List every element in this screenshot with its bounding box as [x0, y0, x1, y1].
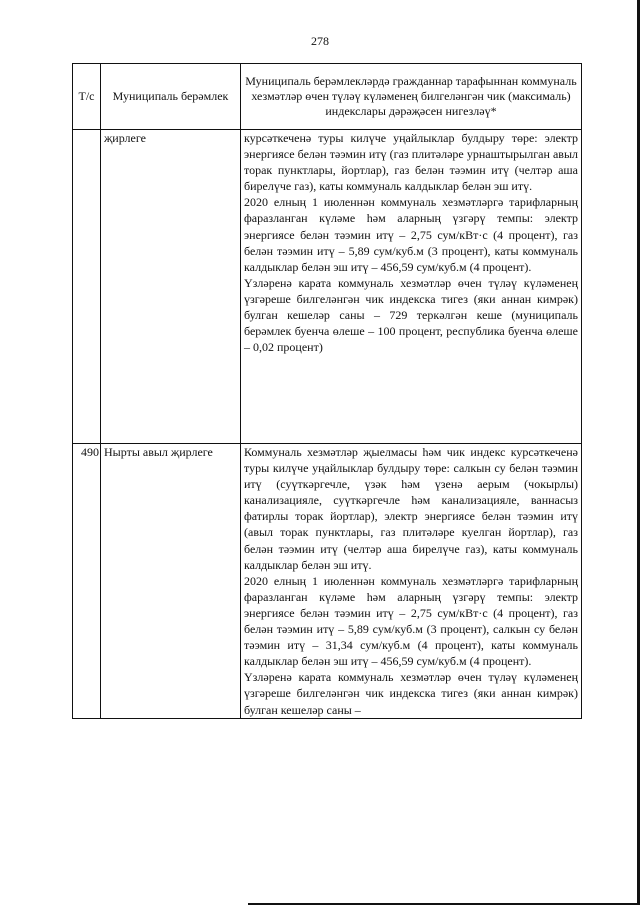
description-paragraph: 2020 елның 1 июленнән коммуналь хезмәтләргә тарифларның фаразланган күләме һәм аларның үзгәрү темпы: электр энергиясе белән тәэмин итү – 2,75 сум/кВт·с (4 процент), газ белән тәэмин итү – 5,89 сум/куб.м (3 процент), салкын су белән тәэмин итү – 31,34 сум/куб.м (4 процент), каты коммуналь калдыклар белән эш итү – 456,59 сум/куб.м (4 процент). [244, 573, 578, 669]
municipality-name: җирлеге [101, 130, 241, 444]
table-row [73, 130, 582, 444]
tariff-table [72, 63, 582, 719]
table-header-row [73, 64, 582, 130]
description-paragraph: Үзләренә карата коммуналь хезмәтләр өчен түләү күләменең үзгәреше билгеләнгән чик индекска тигез (яки аннан кимрәк) булган кешеләр саны – 729 теркәлгән кеше (муниципаль берәмлек буенча өлеше – 100 процент, республика буенча өлеше – 0,02 процент) [244, 275, 578, 355]
description-paragraph: курсәткеченә туры килүче уңайлыклар булдыру төре: электр энергиясе белән тәэмин итү (газ плитәләре урнаштырылган авыл торак пунктлары, йортлар), газ белән тәэмин итү (челтәр аша бирелүче газ), каты коммуналь калдыклар белән эш итү. [244, 131, 578, 194]
row-number [73, 130, 101, 444]
description-paragraph: Коммуналь хезмәтләр җыелмасы һәм чик индекс курсәткеченә туры килүче уңайлыклар булдыру төре: салкын су белән тәэмин итү (суүткәргечле, үзәк һәм үзенә аерым (чокырлы) канализацияле, суүткәргечле һәм канализацияле, ваннасыз фатирлы торак йортлар), электр энергиясе белән тәэмин итү (авыл торак пунктлары, газ плитәләре куелган йортлар), газ белән тәэмин итү (челтәр аша бирелүче газ), каты коммуналь калдыклар белән эш итү. [244, 445, 578, 572]
header-number: Т/с [73, 64, 101, 130]
row-description [241, 444, 582, 719]
header-municipality: Муниципаль берәмлек [101, 64, 241, 130]
municipality-name: Нырты авыл җирлеге [101, 444, 241, 719]
page-number: 278 [311, 34, 329, 48]
row-number: 490 [73, 444, 101, 719]
header-indices: Муниципаль берәмлекләрдә гражданнар тарафыннан коммуналь хезмәтләр өчен түләү күләменең билгеләнгән чик (максималь) индекслары дәрәҗәсен нигезләү* [241, 64, 582, 130]
description-paragraph: 2020 елның 1 июленнән коммуналь хезмәтләргә тарифларның фаразланган күләме һәм аларның үзгәрү темпы: электр энергиясе белән тәэмин итү – 2,75 сум/кВт·с (4 процент), газ белән тәэмин итү – 5,89 сум/куб.м (3 процент), каты коммуналь калдыклар белән эш итү – 456,59 сум/куб.м (4 процент). [244, 195, 578, 274]
row-description [241, 130, 582, 444]
table-row [73, 444, 582, 719]
description-paragraph: Үзләренә карата коммуналь хезмәтләр өчен түләү күләменең үзгәреше билгеләнгән чик индекска тигез (яки аннан кимрәк) булган кешеләр саны – [244, 670, 578, 717]
